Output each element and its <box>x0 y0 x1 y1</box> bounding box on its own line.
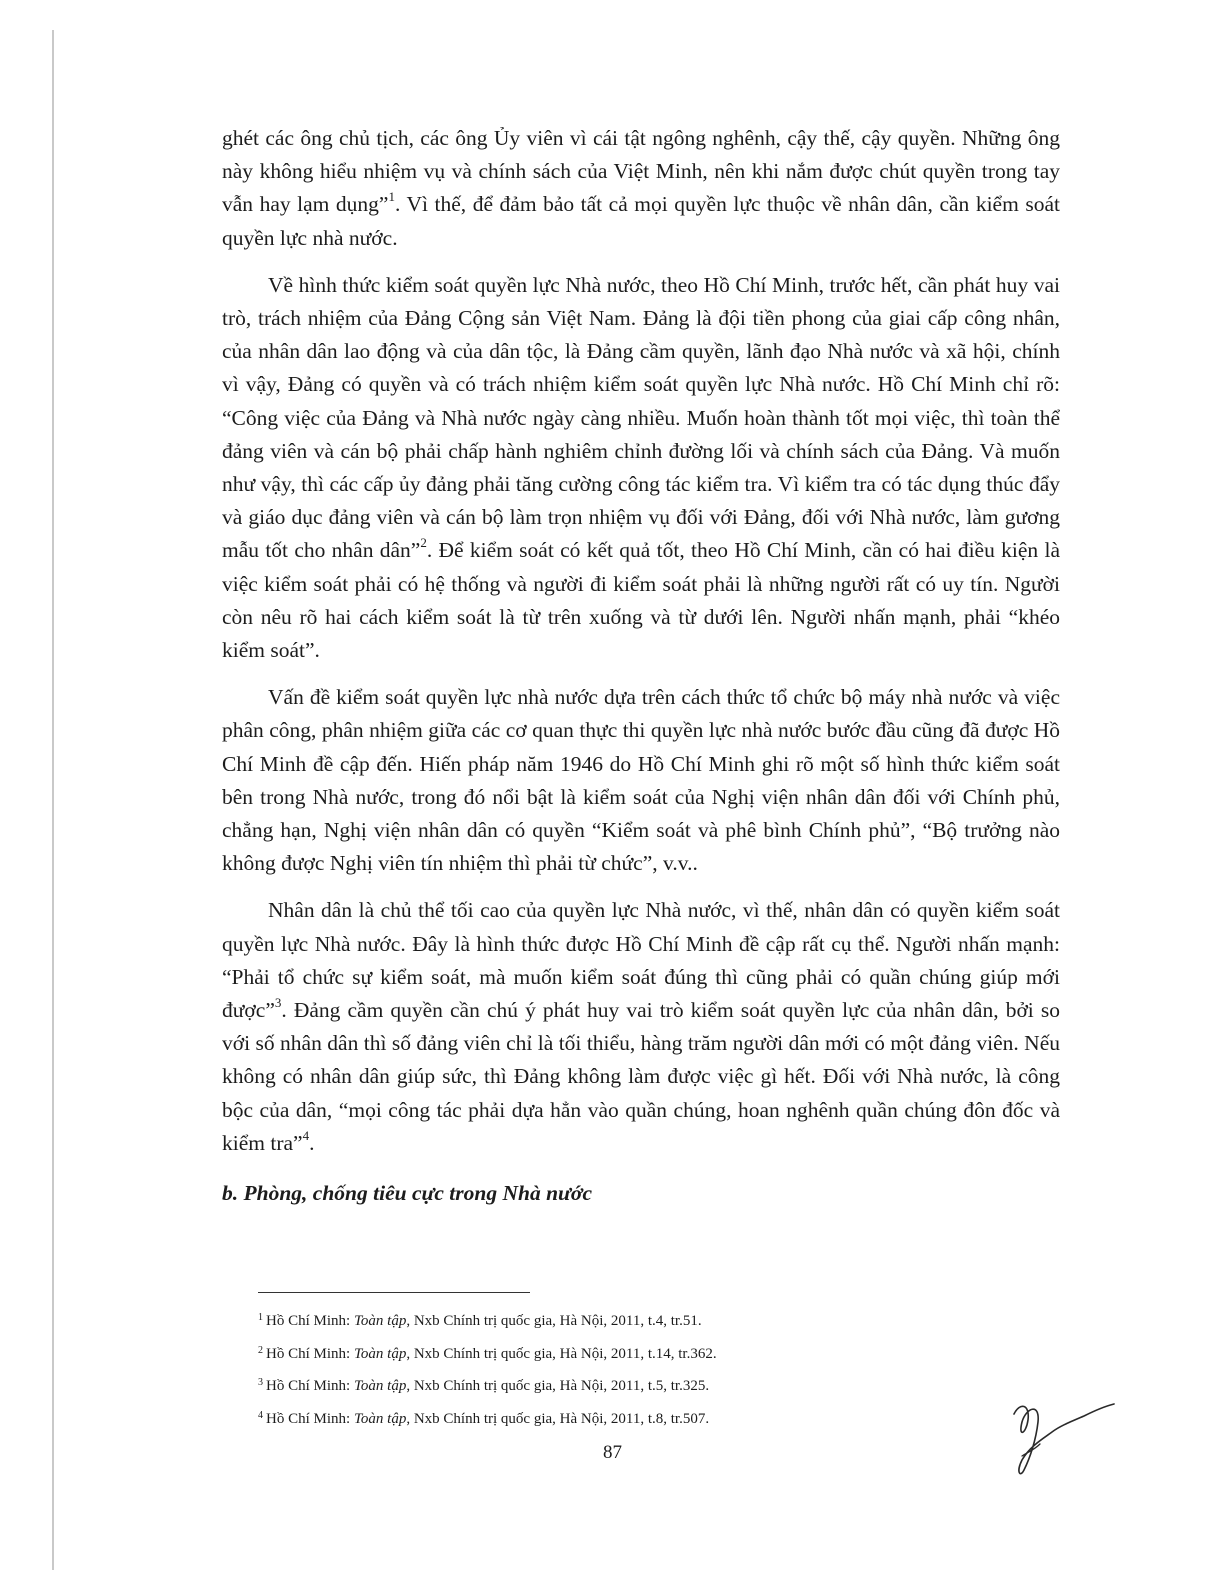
footnote-ref-4: 4 <box>302 1127 310 1143</box>
footnote-citation: , Nxb Chính trị quốc gia, Hà Nội, 2011, t.8, tr.507. <box>406 1410 710 1427</box>
footnote-author: Hồ Chí Minh: <box>266 1313 354 1329</box>
footnote-author: Hồ Chí Minh: <box>266 1410 354 1427</box>
body-text <box>222 122 1060 1208</box>
footnote-1 <box>258 1306 958 1339</box>
handwritten-signature <box>1000 1392 1120 1482</box>
footnote-ref-1: 1 <box>388 189 395 205</box>
footnote-number: 2 <box>258 1344 263 1356</box>
footnote-citation: , Nxb Chính trị quốc gia, Hà Nội, 2011, t.5, tr.325. <box>406 1378 710 1394</box>
footnote-citation: , Nxb Chính trị quốc gia, Hà Nội, 2011, t.4, tr.51. <box>406 1313 702 1329</box>
footnote-number: 4 <box>258 1409 263 1421</box>
footnote-author: Hồ Chí Minh: <box>266 1378 354 1394</box>
paragraph-3-text: Vấn đề kiểm soát quyền lực nhà nước dựa trên cách thức tổ chức bộ máy nhà nước và việc phân công, phân nhiệm giữa các cơ quan thực thi quyền lực nhà nước bước đầu cũng đã được Hồ Chí Minh đề cập đến. Hiến pháp năm 1946 do Hồ Chí Minh ghi rõ một số hình thức kiểm soát bên trong Nhà nước, trong đó nổi bật là kiểm soát của Nghị viện nhân dân đối với Chính phủ, chẳng hạn, Nghị viện nhân dân có quyền “Kiểm soát và phê bình Chính phủ”, “Bộ trưởng nào không được Nghị viên tín nhiệm thì phải từ chức”, v.v.. <box>222 685 1060 876</box>
footnote-4 <box>258 1404 958 1437</box>
footnote-separator <box>258 1292 530 1293</box>
paragraph-2-text-end: . Để kiểm soát có kết quả tốt, theo Hồ Chí Minh, cần có hai điều kiện là việc kiểm soát phải có hệ thống và người đi kiểm soát phải là những người rất có uy tín. Người còn nêu rõ hai cách kiểm soát là từ trên xuống và từ dưới lên. Người nhấn mạnh, phải “khéo kiểm soát”. <box>222 538 1060 663</box>
footnote-3 <box>258 1371 958 1404</box>
footnotes <box>258 1306 958 1436</box>
page-number: 87 <box>603 1442 622 1463</box>
footnote-2 <box>258 1339 958 1372</box>
footnote-number: 1 <box>258 1312 263 1323</box>
paragraph-4-text: Nhân dân là chủ thể tối cao của quyền lực Nhà nước, vì thế, nhân dân có quyền kiểm soát quyền lực Nhà nước. Đây là hình thức được Hồ Chí Minh đề cập rất cụ thể. Người nhấn mạnh: “Phải tổ chức sự kiểm soát, mà muốn kiểm soát đúng thì cũng phải có quần chúng giúp mới được” <box>222 898 1060 1023</box>
paragraph-1-text: ghét các ông chủ tịch, các ông Ủy viên vì cái tật ngông nghênh, cậy thế, cậy quyền. Những ông này không hiểu nhiệm vụ và chính sách của Việt Minh, nên khi nắm được chút quyền trong tay vẫn hay lạm dụng” <box>222 126 1060 217</box>
paragraph-2 <box>222 269 1060 667</box>
paragraph-3 <box>222 681 1060 880</box>
paragraph-2-text: Về hình thức kiểm soát quyền lực Nhà nước, theo Hồ Chí Minh, trước hết, cần phát huy vai trò, trách nhiệm của Đảng Cộng sản Việt Nam. Đảng là đội tiền phong của giai cấp công nhân, của nhân dân lao động và của dân tộc, là Đảng cầm quyền, lãnh đạo Nhà nước và xã hội, chính vì vậy, Đảng có quyền và có trách nhiệm kiểm soát quyền lực Nhà nước. Hồ Chí Minh chỉ rõ: “Công việc của Đảng và Nhà nước ngày càng nhiều. Muốn hoàn thành tốt mọi việc, thì toàn thể đảng viên và cán bộ phải chấp hành nghiêm chỉnh đường lối và chính sách của Đảng. Và muốn như vậy, thì các cấp ủy đảng phải tăng cường công tác kiểm tra. Vì kiểm tra có tác dụng thúc đẩy và giáo dục đảng viên và cán bộ làm trọn nhiệm vụ đối với Đảng, đối với Nhà nước, làm gương mẫu tốt cho nhân dân” <box>222 272 1060 563</box>
footnote-book-title: Toàn tập <box>353 1378 407 1394</box>
paragraph-1-text-end: . Vì thế, để đảm bảo tất cả mọi quyền lực thuộc về nhân dân, cần kiểm soát quyền lực nhà nước. <box>222 192 1060 250</box>
paragraph-4-text-end: . <box>309 1130 315 1155</box>
footnote-citation: , Nxb Chính trị quốc gia, Hà Nội, 2011, t.14, tr.362. <box>406 1345 717 1362</box>
paragraph-4-text-mid: . Đảng cầm quyền cần chú ý phát huy vai trò kiểm soát quyền lực của nhân dân, bởi so với số nhân dân thì số đảng viên chỉ là tối thiểu, hàng trăm người dân mới có một đảng viên. Nếu không có nhân dân giúp sức, thì Đảng không làm được việc gì hết. Đối với Nhà nước, là công bộc của dân, “mọi công tác phải dựa hẳn vào quần chúng, hoan nghênh quần chúng đôn đốc và kiểm tra” <box>222 998 1060 1155</box>
footnote-author: Hồ Chí Minh: <box>266 1345 354 1362</box>
paragraph-4 <box>222 894 1060 1160</box>
footnote-ref-2: 2 <box>420 535 427 551</box>
paragraph-1 <box>222 122 1060 255</box>
footnote-ref-3: 3 <box>274 994 282 1010</box>
footnote-book-title: Toàn tập <box>353 1345 407 1362</box>
footnote-number: 3 <box>258 1377 263 1388</box>
section-heading: b. Phòng, chống tiêu cực trong Nhà nước <box>222 1181 592 1206</box>
binding-edge-line <box>52 30 54 1570</box>
footnote-book-title: Toàn tập <box>353 1410 407 1427</box>
footnote-book-title: Toàn tập <box>353 1313 407 1329</box>
